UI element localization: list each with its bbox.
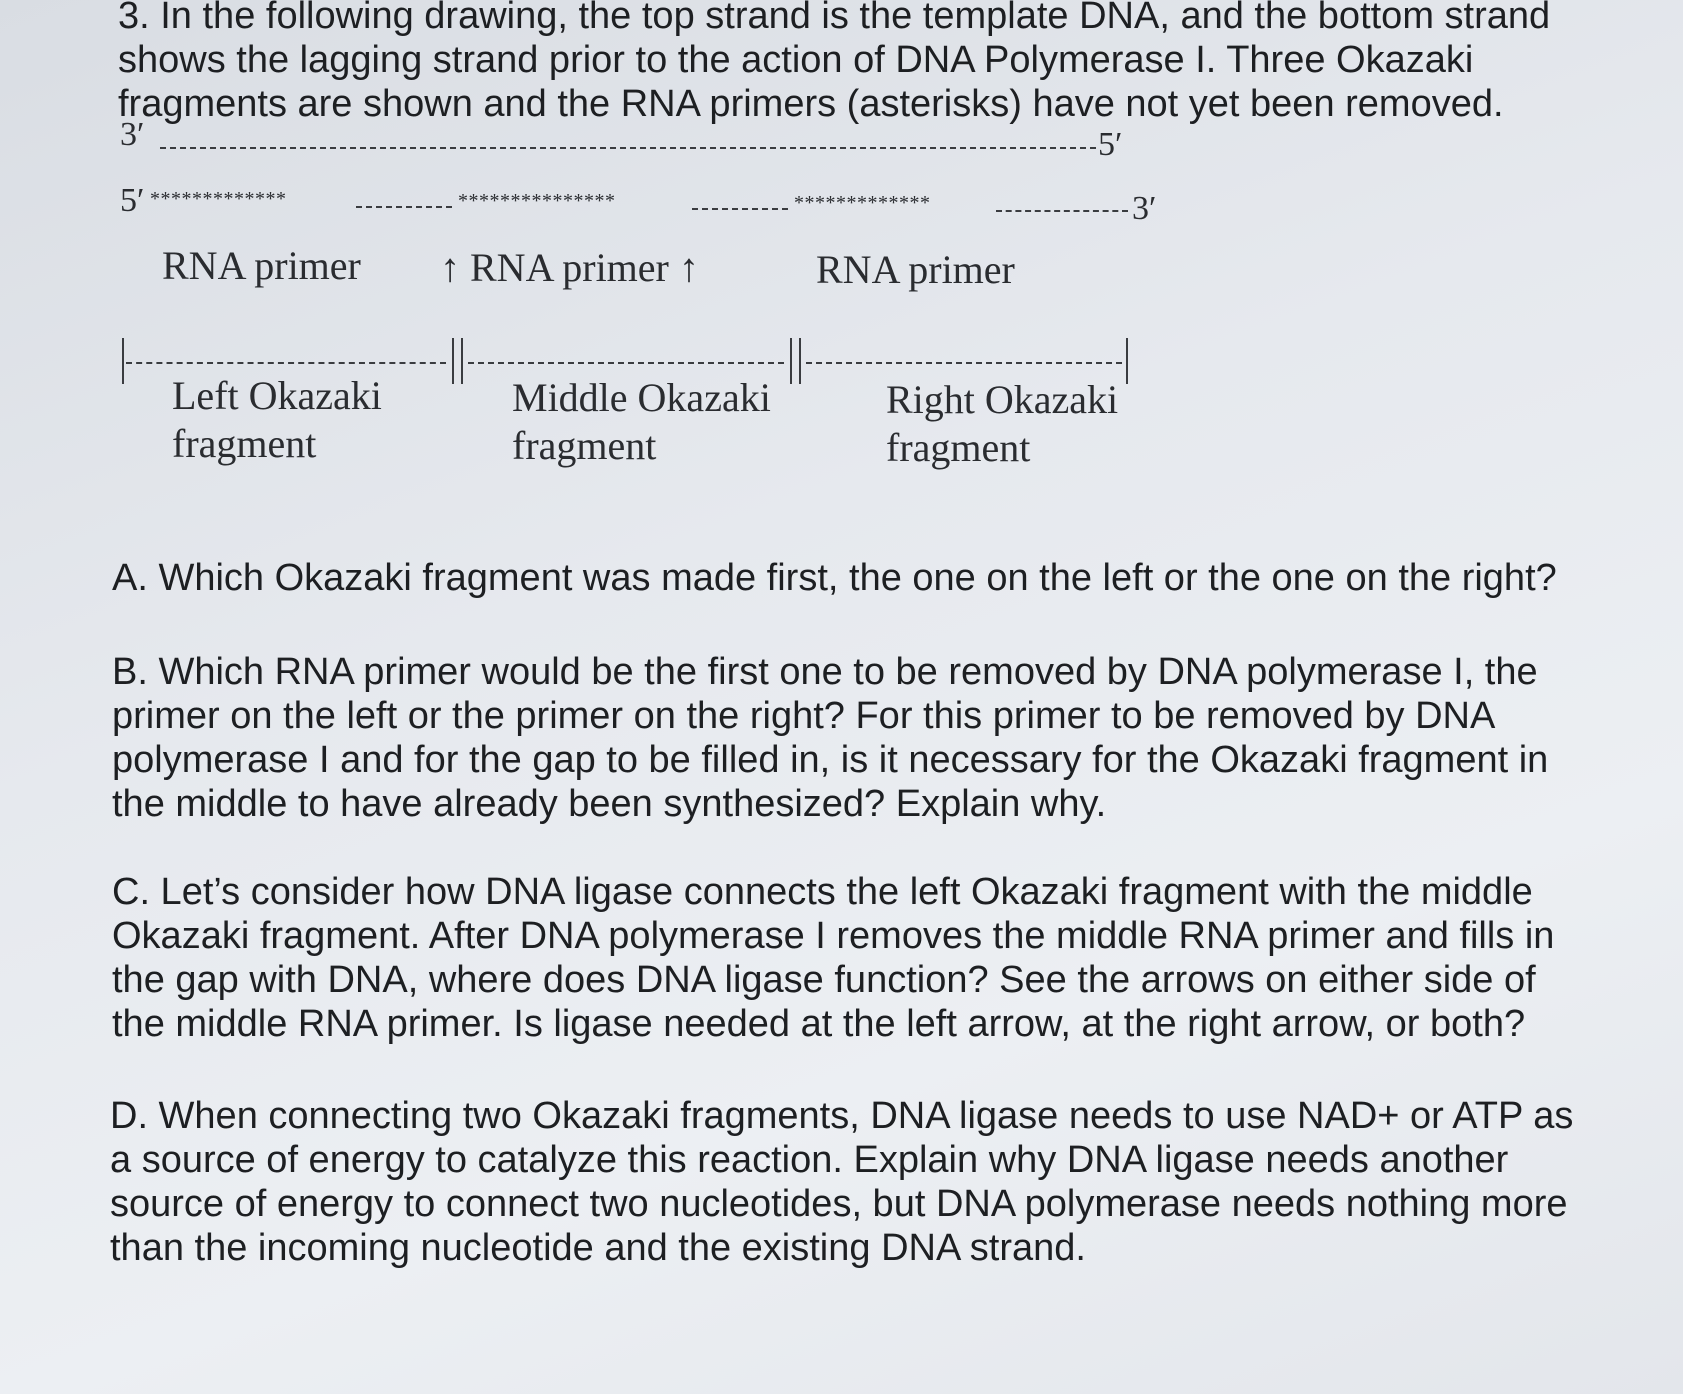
fragment-boundary-end bbox=[1126, 338, 1128, 384]
question-c: C. Let’s consider how DNA ligase connects the left Okazaki fragment with the middle Okazaki fragment. After DNA polymerase I removes the middle RNA primer and fills in the gap with DNA, where does DNA ligase function? See the arrows on either side of the middle RNA primer. Is ligase needed at the left arrow, at the right arrow, or both? bbox=[112, 871, 1555, 1045]
fragment-label-right: Right Okazaki fragment bbox=[886, 377, 1119, 470]
question-a: A. Which Okazaki fragment was made first, the one on the left or the one on the right? bbox=[112, 557, 1557, 599]
lagging-3prime-label: 3′ bbox=[1132, 190, 1157, 227]
question-d: D. When connecting two Okazaki fragments, DNA ligase needs to use NAD+ or ATP as a source of energy to catalyze this reaction. Explain why DNA ligase needs another source of energy to connect two nucleotides, but DNA polymerase needs nothing more than the incoming nucleotide and the existing DNA strand. bbox=[110, 1095, 1574, 1269]
right-fragment-line bbox=[806, 362, 1122, 364]
lagging-5prime-label: 5′ bbox=[120, 182, 145, 219]
template-5prime-label: 5′ bbox=[1098, 126, 1123, 163]
fragment-label-left: Left Okazaki fragment bbox=[172, 373, 382, 466]
question-b: B. Which RNA primer would be the first one to be removed by DNA polymerase I, the primer on the left or the primer on the right? For this primer to be removed by DNA polymerase I and for the gap to be filled in, is it necessary for the Okazaki fragment in the middle to have already been synthesized? Explain why. bbox=[112, 651, 1549, 825]
question-intro: 3. In the following drawing, the top strand is the template DNA, and the bottom strand shows the lagging strand prior to the action of DNA Polymerase I. Three Okazaki fragments are shown and the RNA primers (asterisks) have not yet been removed. bbox=[118, 0, 1551, 125]
middle-fragment-line bbox=[468, 362, 784, 364]
lagging-dna-segment-3 bbox=[996, 210, 1128, 212]
rna-primer-stars-left: ************* bbox=[150, 188, 287, 210]
lagging-dna-segment-1 bbox=[356, 206, 452, 208]
rna-primer-stars-middle: *************** bbox=[458, 190, 616, 212]
fragment-boundary-2a bbox=[790, 338, 792, 384]
left-fragment-line bbox=[126, 362, 446, 364]
rna-primer-label-middle: ↑ RNA primer ↑ bbox=[440, 245, 699, 290]
template-strand-line bbox=[160, 147, 1096, 149]
fragment-boundary-start bbox=[122, 338, 124, 384]
fragment-label-middle: Middle Okazaki fragment bbox=[512, 375, 771, 468]
lagging-dna-segment-2 bbox=[692, 208, 788, 210]
fragment-boundary-1a bbox=[452, 338, 454, 384]
rna-primer-label-right: RNA primer bbox=[816, 247, 1015, 292]
template-3prime-label: 3′ bbox=[120, 116, 145, 153]
rna-primer-stars-right: ************* bbox=[794, 192, 931, 214]
fragment-boundary-1b bbox=[461, 338, 463, 384]
fragment-boundary-2b bbox=[799, 338, 801, 384]
rna-primer-label-left: RNA primer bbox=[162, 243, 361, 288]
